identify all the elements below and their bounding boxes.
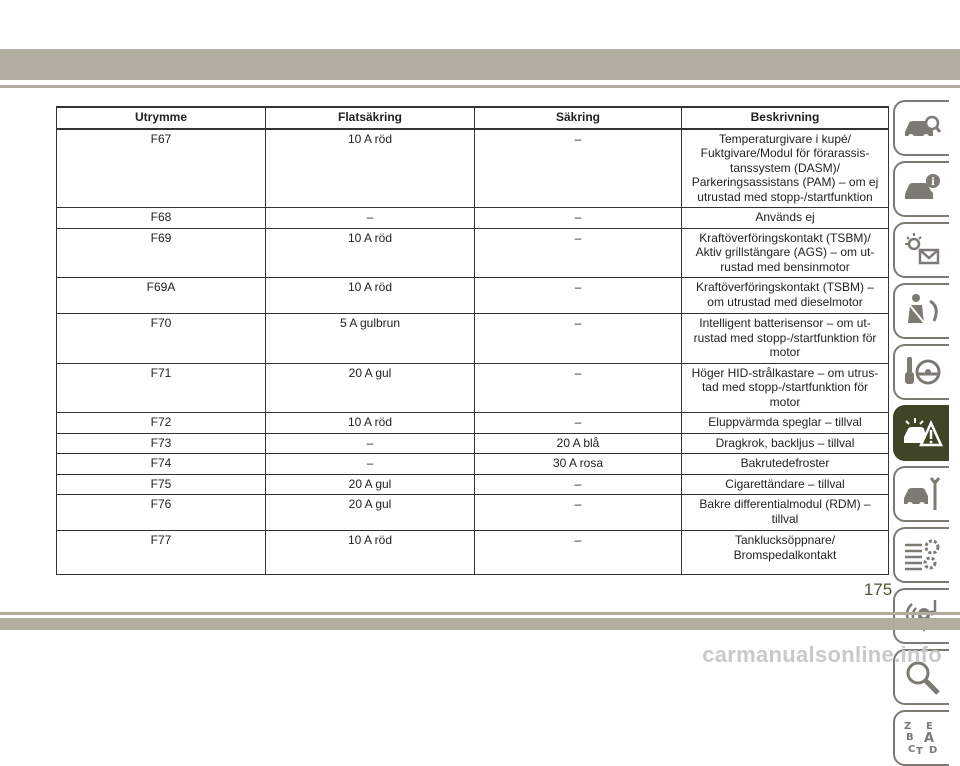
cell-sakring: – <box>475 208 682 229</box>
cell-utrymme: F77 <box>57 531 266 575</box>
cell-flatsakring: 10 A röd <box>266 278 475 314</box>
cell-beskrivning: Cigarettändare – tillval <box>682 474 889 495</box>
tab-chapter-8[interactable] <box>893 527 949 583</box>
tab-chapter-11[interactable] <box>893 710 949 766</box>
cell-utrymme: F71 <box>57 363 266 413</box>
footer-band <box>0 618 960 630</box>
index-letter-e: E <box>926 721 933 732</box>
column-header-beskrivning: Beskrivning <box>682 107 889 129</box>
cell-beskrivning: Dragkrok, backljus – tillval <box>682 433 889 454</box>
cell-beskrivning: Eluppvärmda speglar – tillval <box>682 413 889 434</box>
cell-sakring: – <box>475 228 682 278</box>
cell-flatsakring: – <box>266 433 475 454</box>
cell-flatsakring: 10 A röd <box>266 228 475 278</box>
cell-flatsakring: 10 A röd <box>266 531 475 575</box>
tab-chapter-9[interactable] <box>893 588 949 644</box>
table-row <box>57 278 889 314</box>
header-rule <box>0 85 960 88</box>
alphabet-index-icon <box>902 718 942 758</box>
tab-chapter-1[interactable] <box>893 100 949 156</box>
table-row <box>57 129 889 208</box>
cell-beskrivning: Kraftöverföringskontakt (TSBM)/ Aktiv grillstängare (AGS) – om ut- rustad med bensinmotor <box>682 228 889 278</box>
header-band <box>0 49 960 80</box>
index-letter-a: A <box>924 731 935 746</box>
cell-utrymme: F69 <box>57 228 266 278</box>
cell-utrymme: F73 <box>57 433 266 454</box>
table-row <box>57 228 889 278</box>
tab-chapter-6[interactable] <box>893 405 949 461</box>
list-gear-icon <box>902 535 942 575</box>
cell-flatsakring: – <box>266 208 475 229</box>
cell-utrymme: F74 <box>57 454 266 475</box>
table-body <box>57 129 889 575</box>
cell-beskrivning: Intelligent batterisensor – om ut- rustad med stopp-/startfunktion för motor <box>682 314 889 364</box>
tab-chapter-7[interactable] <box>893 466 949 522</box>
cell-utrymme: F72 <box>57 413 266 434</box>
table-row <box>57 454 889 475</box>
table-row <box>57 531 889 575</box>
table-row <box>57 363 889 413</box>
hazard-car-icon <box>902 413 942 453</box>
table-row <box>57 314 889 364</box>
cell-sakring: – <box>475 363 682 413</box>
column-header-flatsakring: Flatsäkring <box>266 107 475 129</box>
warning-lights-mail-icon <box>902 230 942 270</box>
car-tools-icon <box>902 474 942 514</box>
table-header-row <box>57 107 889 129</box>
cell-sakring: – <box>475 314 682 364</box>
index-letter-z: Z <box>904 721 912 732</box>
cell-beskrivning: Temperaturgivare i kupé/ Fuktgivare/Modul för förarassis- tanssystem (DASM)/ Parkeringsassistans (PAM) – om ej utrustad med stopp-/startfunktion <box>682 129 889 208</box>
index-letter-c: C <box>908 744 916 755</box>
ignition-steering-icon <box>902 352 942 392</box>
cell-flatsakring: – <box>266 454 475 475</box>
cell-sakring: 30 A rosa <box>475 454 682 475</box>
table-row <box>57 413 889 434</box>
cell-utrymme: F69A <box>57 278 266 314</box>
index-letter-t: T <box>916 746 923 757</box>
cell-beskrivning: Används ej <box>682 208 889 229</box>
cell-beskrivning: Höger HID-strålkastare – om utrus- tad med stopp-/startfunktion för motor <box>682 363 889 413</box>
cell-flatsakring: 20 A gul <box>266 363 475 413</box>
cell-flatsakring: 5 A gulbrun <box>266 314 475 364</box>
tab-chapter-4[interactable] <box>893 283 949 339</box>
tab-chapter-5[interactable] <box>893 344 949 400</box>
car-info-icon <box>902 169 942 209</box>
cell-beskrivning: Bakre differentialmodul (RDM) – tillval <box>682 495 889 531</box>
cell-sakring: – <box>475 474 682 495</box>
table-row <box>57 208 889 229</box>
cell-utrymme: F68 <box>57 208 266 229</box>
cell-flatsakring: 20 A gul <box>266 474 475 495</box>
cell-sakring: 20 A blå <box>475 433 682 454</box>
index-letter-d: D <box>929 745 938 756</box>
cell-sakring: – <box>475 413 682 434</box>
cell-sakring: – <box>475 495 682 531</box>
cell-sakring: – <box>475 129 682 208</box>
seatbelt-airbag-icon <box>902 291 942 331</box>
cell-sakring: – <box>475 531 682 575</box>
table-row <box>57 495 889 531</box>
cell-flatsakring: 10 A röd <box>266 413 475 434</box>
cell-utrymme: F75 <box>57 474 266 495</box>
footer-rule <box>0 612 960 615</box>
table-row <box>57 474 889 495</box>
navigation-music-icon <box>902 596 942 636</box>
cell-flatsakring: 20 A gul <box>266 495 475 531</box>
cell-utrymme: F70 <box>57 314 266 364</box>
cell-beskrivning: Bakrutedefroster <box>682 454 889 475</box>
cell-beskrivning: Kraftöverföringskontakt (TSBM) – om utrustad med dieselmotor <box>682 278 889 314</box>
fuse-table <box>56 106 889 575</box>
cell-sakring: – <box>475 278 682 314</box>
cell-beskrivning: Tanklucksöppnare/ Bromspedalkontakt <box>682 531 889 575</box>
page-number: 175 <box>863 580 893 599</box>
table-row <box>57 433 889 454</box>
tab-chapter-2[interactable] <box>893 161 949 217</box>
cell-utrymme: F67 <box>57 129 266 208</box>
tab-chapter-3[interactable] <box>893 222 949 278</box>
column-header-sakring: Säkring <box>475 107 682 129</box>
car-magnifier-icon <box>902 108 942 148</box>
svg-text:i: i <box>931 177 935 188</box>
cell-utrymme: F76 <box>57 495 266 531</box>
column-header-utrymme: Utrymme <box>57 107 266 129</box>
index-letter-b: B <box>906 732 914 743</box>
cell-flatsakring: 10 A röd <box>266 129 475 208</box>
watermark-text: carmanualsonline.info <box>702 642 942 667</box>
